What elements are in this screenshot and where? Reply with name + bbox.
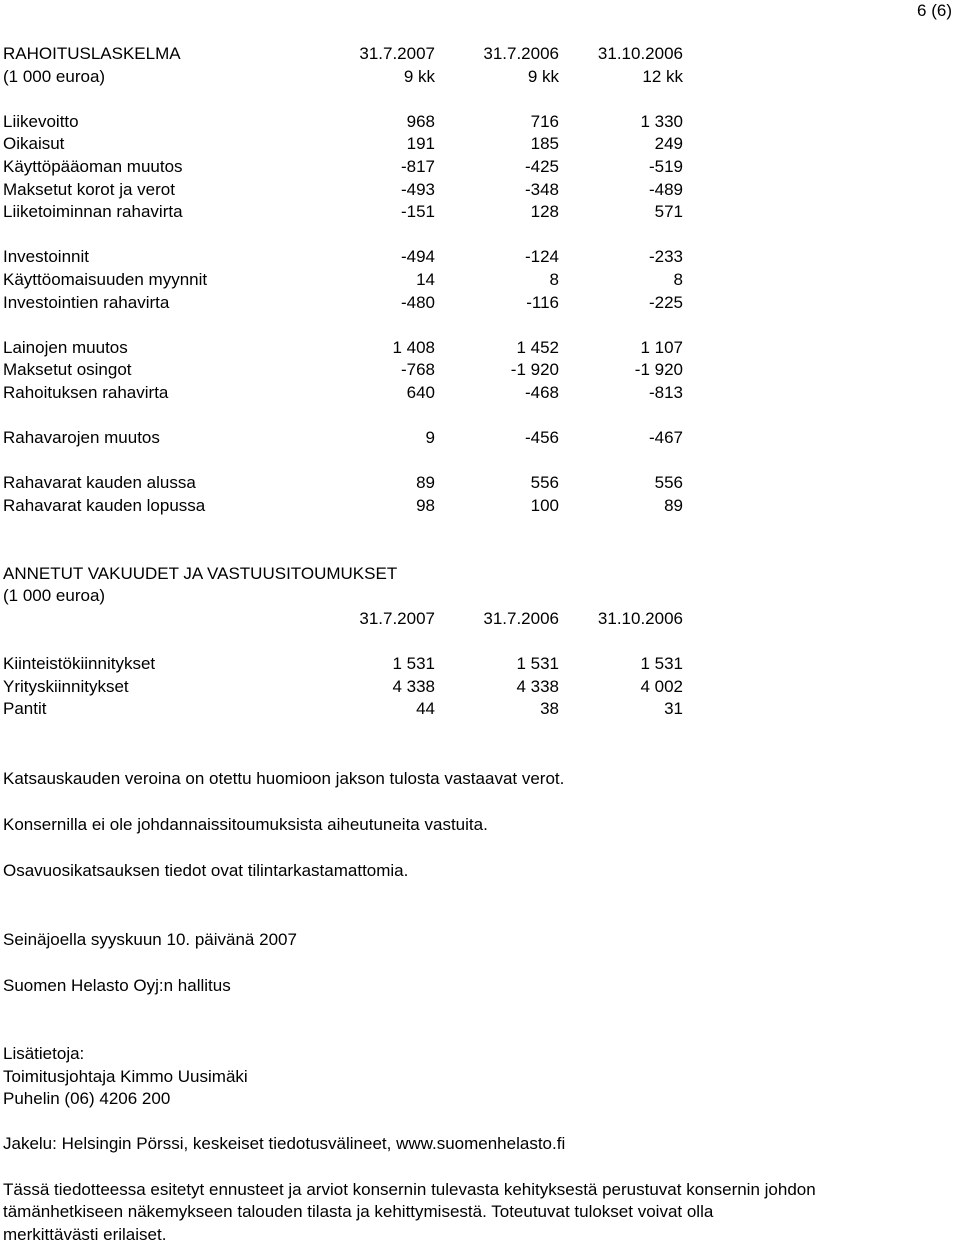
row-label: Rahavarojen muutos <box>3 428 160 448</box>
cashflow-row <box>3 427 703 450</box>
row-label: Maksetut korot ja verot <box>3 179 175 199</box>
guarantees-unit: (1 000 euroa) <box>3 586 106 606</box>
page-number: 6 (6) <box>917 1 952 20</box>
cashflow-row <box>3 133 703 156</box>
row-value: 1 330 <box>640 111 683 131</box>
contact-person: Toimitusjohtaja Kimmo Uusimäki <box>3 1067 248 1086</box>
cashflow-row <box>3 179 703 202</box>
period-label: 12 kk <box>642 66 683 86</box>
row-label: Liiketoiminnan rahavirta <box>3 202 183 222</box>
row-value: -425 <box>524 156 559 176</box>
cashflow-unit-row <box>3 66 703 89</box>
row-value: 8 <box>673 269 683 289</box>
guarantees-unit-row <box>3 585 703 608</box>
guarantees-title: ANNETUT VAKUUDET JA VASTUUSITOUMUKSET <box>3 563 398 583</box>
row-value: 4 002 <box>640 676 683 696</box>
cashflow-row <box>3 472 703 495</box>
row-value: 1 531 <box>516 654 559 674</box>
column-header: 31.7.2007 <box>359 44 435 63</box>
guarantees-header-row <box>3 608 703 631</box>
row-label: Yrityskiinnitykset <box>3 676 129 696</box>
row-label: Investointien rahavirta <box>3 292 170 312</box>
board-signature: Suomen Helasto Oyj:n hallitus <box>3 976 231 995</box>
row-label: Käyttöpääoman muutos <box>3 156 183 176</box>
row-label: Rahavarat kauden alussa <box>3 473 196 493</box>
row-value: -1 920 <box>634 360 683 380</box>
row-value: 716 <box>530 111 559 131</box>
column-header: 31.10.2006 <box>597 44 683 63</box>
guarantees-body <box>3 653 703 721</box>
row-value: 100 <box>530 495 559 515</box>
cashflow-row <box>3 269 703 292</box>
cashflow-row <box>3 156 703 179</box>
row-value: -225 <box>648 292 683 312</box>
row-value: 185 <box>530 134 559 154</box>
row-value: 968 <box>406 111 435 131</box>
distribution-line: Jakelu: Helsingin Pörssi, keskeiset tiedotusvälineet, www.suomenhelasto.fi <box>3 1134 566 1153</box>
period-label: 9 kk <box>403 66 435 86</box>
row-value: 9 <box>425 428 435 448</box>
row-value: 1 531 <box>640 654 683 674</box>
contact-phone: Puhelin (06) 4206 200 <box>3 1089 171 1108</box>
place-date: Seinäjoella syyskuun 10. päivänä 2007 <box>3 930 297 949</box>
column-header: 31.7.2007 <box>359 608 435 628</box>
cashflow-row <box>3 246 703 269</box>
row-value: 8 <box>549 269 559 289</box>
row-value: 89 <box>664 495 683 515</box>
row-value: -468 <box>524 382 559 402</box>
row-value: 1 531 <box>392 654 435 674</box>
unaudited-note: Osavuosikatsauksen tiedot ovat tilintarkastamattomia. <box>3 861 409 880</box>
row-label: Kiinteistökiinnitykset <box>3 654 156 674</box>
cashflow-header-row <box>3 43 703 66</box>
guarantees-title-row <box>3 563 703 586</box>
row-value: 249 <box>654 134 683 154</box>
row-value: -493 <box>400 179 435 199</box>
tax-note: Katsauskauden veroina on otettu huomioon jakson tulosta vastaavat verot. <box>3 769 565 788</box>
row-label: Maksetut osingot <box>3 360 132 380</box>
row-value: 191 <box>406 134 435 154</box>
guarantee-row <box>3 676 703 699</box>
row-value: -768 <box>400 360 435 380</box>
row-value: 128 <box>530 202 559 222</box>
cashflow-statement <box>3 43 703 721</box>
row-value: 38 <box>540 699 559 719</box>
column-header: 31.10.2006 <box>597 608 683 628</box>
period-label: 9 kk <box>527 66 559 86</box>
disclaimer-line: merkittävästi erilaiset. <box>3 1225 167 1244</box>
row-value: 14 <box>416 269 435 289</box>
cashflow-unit: (1 000 euroa) <box>3 66 106 86</box>
row-value: -519 <box>648 156 683 176</box>
row-value: -1 920 <box>510 360 559 380</box>
cashflow-row <box>3 111 703 134</box>
row-label: Rahoituksen rahavirta <box>3 382 169 402</box>
cashflow-row <box>3 292 703 315</box>
guarantee-row <box>3 698 703 721</box>
row-value: 44 <box>416 699 435 719</box>
row-value: -151 <box>400 202 435 222</box>
row-value: -233 <box>648 247 683 267</box>
row-value: -480 <box>400 292 435 312</box>
cashflow-body <box>3 111 703 518</box>
derivatives-note: Konsernilla ei ole johdannaissitoumuksista aiheutuneita vastuita. <box>3 815 488 834</box>
row-value: -817 <box>400 156 435 176</box>
contact-heading: Lisätietoja: <box>3 1044 85 1063</box>
row-value: -489 <box>648 179 683 199</box>
row-label: Käyttöomaisuuden myynnit <box>3 269 208 289</box>
row-value: 1 452 <box>516 337 559 357</box>
row-value: 98 <box>416 495 435 515</box>
row-value: 1 408 <box>392 337 435 357</box>
row-value: 4 338 <box>392 676 435 696</box>
row-value: 556 <box>530 473 559 493</box>
row-value: 640 <box>406 382 435 402</box>
row-value: 1 107 <box>640 337 683 357</box>
row-label: Lainojen muutos <box>3 337 128 357</box>
row-label: Liikevoitto <box>3 111 79 131</box>
row-value: 556 <box>654 473 683 493</box>
cashflow-row <box>3 359 703 382</box>
row-value: 89 <box>416 473 435 493</box>
column-header: 31.7.2006 <box>483 608 559 628</box>
cashflow-title: RAHOITUSLASKELMA <box>3 44 181 63</box>
row-value: 31 <box>664 699 683 719</box>
row-value: -456 <box>524 428 559 448</box>
cashflow-row <box>3 201 703 224</box>
cashflow-row <box>3 337 703 360</box>
row-value: 571 <box>654 202 683 222</box>
row-label: Pantit <box>3 699 47 719</box>
row-value: 4 338 <box>516 676 559 696</box>
row-label: Investoinnit <box>3 247 89 267</box>
row-value: -813 <box>648 382 683 402</box>
column-header: 31.7.2006 <box>483 44 559 63</box>
row-value: -494 <box>400 247 435 267</box>
row-value: -467 <box>648 428 683 448</box>
row-value: -124 <box>524 247 559 267</box>
row-value: -348 <box>524 179 559 199</box>
row-value: -116 <box>526 292 559 312</box>
cashflow-row <box>3 382 703 405</box>
disclaimer-line: Tässä tiedotteessa esitetyt ennusteet ja arviot konsernin tulevasta kehityksestä perustuvat konsernin johdon <box>3 1180 816 1199</box>
row-label: Rahavarat kauden lopussa <box>3 495 206 515</box>
cashflow-row <box>3 495 703 518</box>
guarantee-row <box>3 653 703 676</box>
disclaimer-line: tämänhetkiseen näkemykseen talouden tilasta ja kehittymisestä. Toteutuvat tulokset voivat olla <box>3 1202 714 1221</box>
row-label: Oikaisut <box>3 134 65 154</box>
